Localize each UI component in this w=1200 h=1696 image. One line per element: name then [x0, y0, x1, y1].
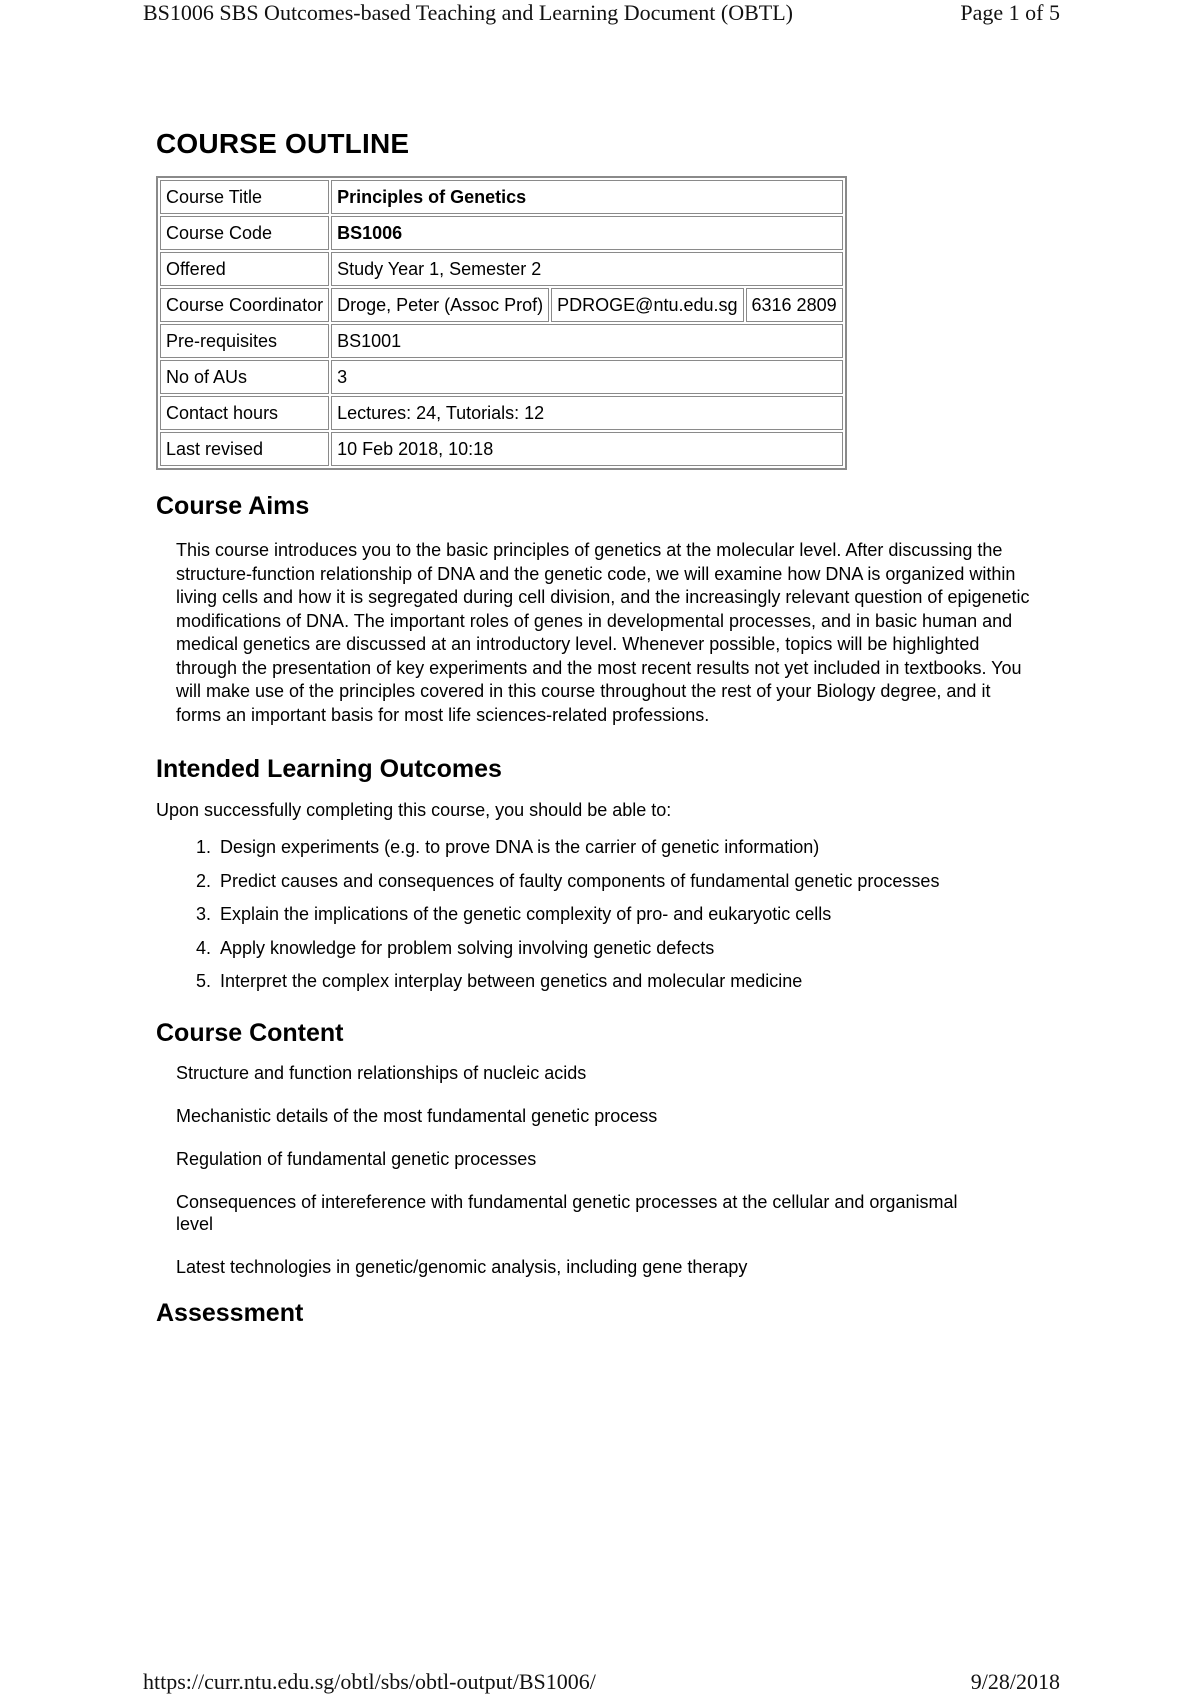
table-row: [160, 216, 843, 250]
aus-value: 3: [331, 360, 843, 394]
assessment-heading: Assessment: [156, 1299, 304, 1327]
print-date: 9/28/2018: [970, 1669, 1060, 1694]
list-item: Mechanistic details of the most fundamental genetic process: [176, 1106, 658, 1126]
course-aims-heading: Course Aims: [156, 492, 310, 520]
prereq-value: BS1001: [331, 324, 843, 358]
page-content: [156, 128, 1036, 1328]
aus-label: No of AUs: [160, 360, 329, 394]
course-code-value: BS1006: [331, 216, 843, 250]
table-row: [160, 180, 843, 214]
list-item: Latest technologies in genetic/genomic analysis, including gene therapy: [176, 1257, 748, 1277]
coordinator-name: Droge, Peter (Assoc Prof): [331, 288, 549, 322]
learning-outcomes-section: [156, 755, 1036, 993]
course-content-heading: Course Content: [156, 1019, 344, 1047]
course-aims-section: [156, 492, 1036, 727]
offered-label: Offered: [160, 252, 329, 286]
learning-outcomes-heading: Intended Learning Outcomes: [156, 755, 502, 783]
course-title-label: Course Title: [160, 180, 329, 214]
table-row: [160, 324, 843, 358]
coordinator-email: PDROGE@ntu.edu.sg: [551, 288, 743, 322]
list-item: 3. Explain the implications of the genetic complexity of pro- and eukaryotic cells: [216, 902, 1036, 926]
page-url: https://curr.ntu.edu.sg/obtl/sbs/obtl-output/BS1006/: [143, 1669, 596, 1694]
table-row: [160, 360, 843, 394]
contact-hours-value: Lectures: 24, Tutorials: 12: [331, 396, 843, 430]
print-header: [143, 0, 1060, 26]
coordinator-phone: 6316 2809: [746, 288, 843, 322]
course-content-list: [176, 1062, 976, 1278]
coordinator-label: Course Coordinator: [160, 288, 329, 322]
course-outline-heading: COURSE OUTLINE: [156, 128, 410, 159]
table-row: [160, 432, 843, 466]
document-title: BS1006 SBS Outcomes-based Teaching and Learning Document (OBTL): [143, 0, 793, 25]
offered-value: Study Year 1, Semester 2: [331, 252, 843, 286]
learning-outcomes-intro: Upon successfully completing this course, you should be able to:: [156, 800, 672, 820]
course-aims-text: This course introduces you to the basic principles of genetics at the molecular level. After discussing the structure-function relationship of DNA and the genetic code, we will examine how DNA is organized within living cells and how it is segregated during cell division, and the increasingly relevant question of epigenetic modifications of DNA. The important roles of genes in developmental processes, and in basic human and medical genetics are discussed at an introductory level. Whenever possible, topics will be highlighted through the presentation of key experiments and the most recent results not yet included in textbooks. You will make use of the principles covered in this course throughout the rest of your Biology degree, and it forms an important basis for most life sciences-related professions.: [176, 540, 1030, 725]
list-item: Consequences of intereference with fundamental genetic processes at the cellular and organismal level: [176, 1192, 958, 1234]
table-row: [160, 252, 843, 286]
list-item: 1. Design experiments (e.g. to prove DNA is the carrier of genetic information): [216, 835, 1036, 859]
list-item: Regulation of fundamental genetic processes: [176, 1149, 537, 1169]
table-row: [160, 396, 843, 430]
contact-hours-label: Contact hours: [160, 396, 329, 430]
print-footer: [143, 1669, 1060, 1695]
prereq-label: Pre-requisites: [160, 324, 329, 358]
list-item: 4. Apply knowledge for problem solving involving genetic defects: [216, 936, 1036, 960]
course-content-section: [156, 1019, 1036, 1278]
course-code-label: Course Code: [160, 216, 329, 250]
list-item: 2. Predict causes and consequences of faulty components of fundamental genetic processes: [216, 869, 1036, 893]
last-revised-value: 10 Feb 2018, 10:18: [331, 432, 843, 466]
list-item: 5. Interpret the complex interplay between genetics and molecular medicine: [216, 969, 1036, 993]
table-row: [160, 288, 843, 322]
page-indicator: Page 1 of 5: [960, 0, 1060, 25]
course-info-table: [156, 176, 847, 470]
assessment-section: [156, 1299, 1036, 1328]
last-revised-label: Last revised: [160, 432, 329, 466]
list-item: Structure and function relationships of nucleic acids: [176, 1063, 587, 1083]
course-title-value: Principles of Genetics: [331, 180, 843, 214]
learning-outcomes-list: [156, 835, 1036, 993]
